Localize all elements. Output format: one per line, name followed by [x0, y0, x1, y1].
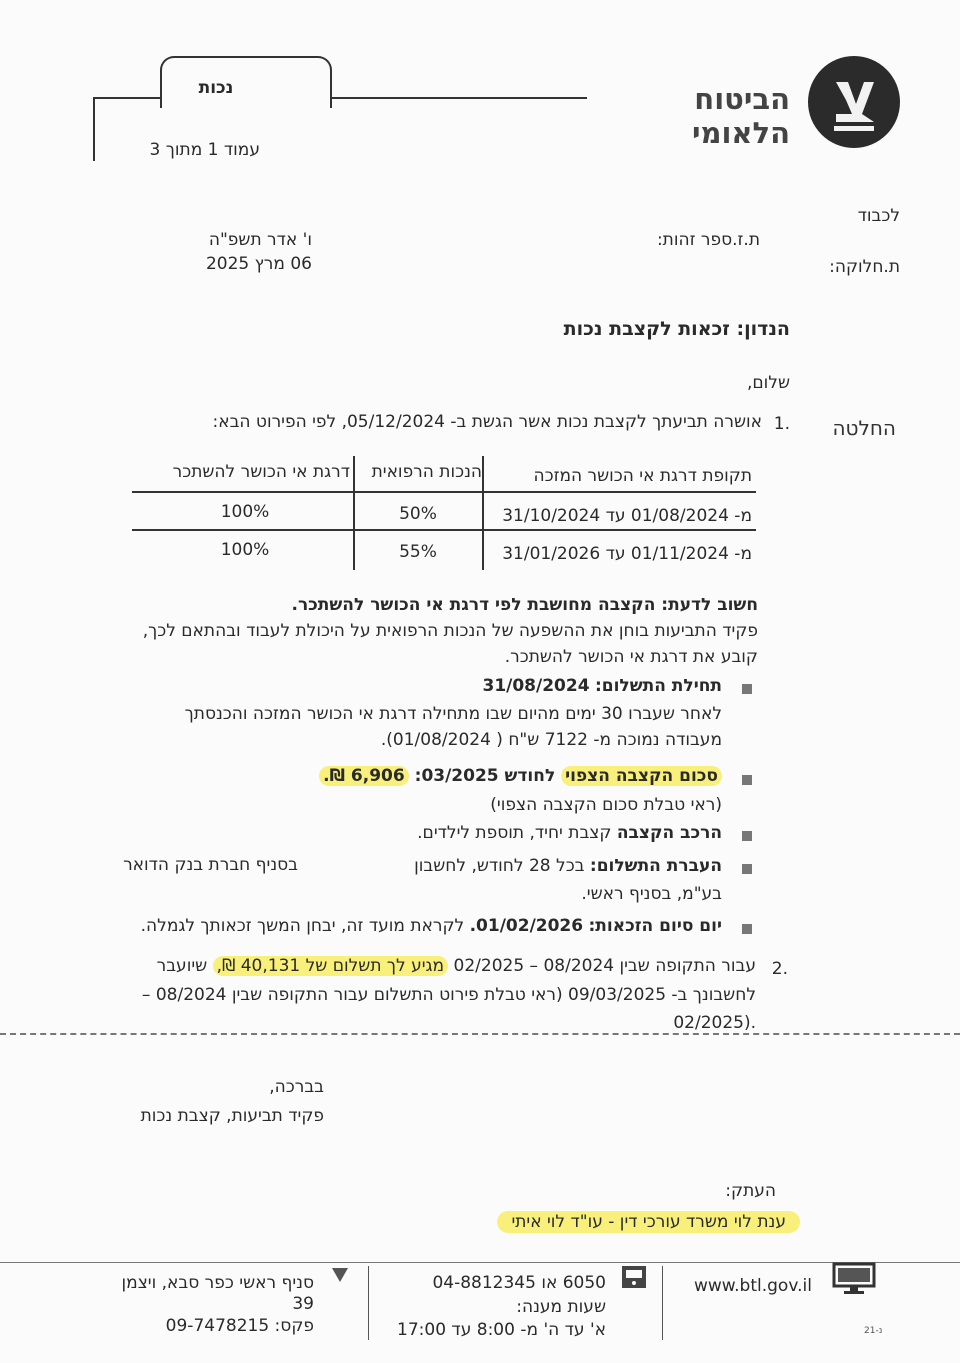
- important-line2: קובע את דרגת אי הכושר להשתכר.: [504, 647, 758, 667]
- btl-logo-icon: [808, 56, 900, 148]
- transfer: [390, 856, 722, 876]
- table-row1-incapacity: 100%: [220, 502, 270, 522]
- section2-line3: 02/2025).: [673, 1013, 756, 1033]
- composition-label: הרכב הקצבה: [616, 823, 722, 843]
- section2-period: עבור התקופה שבין 08/2024 – 02/2025: [453, 956, 756, 976]
- date-hebrew: ו' אדר תשפ"ה: [208, 230, 312, 250]
- end-value: 01/02/2026.: [469, 916, 584, 936]
- closing-signer: פקיד תביעות, קצבת נכות: [140, 1106, 324, 1126]
- cc-recipient: ענת לוי משרד עורכי דין - עו"ד לוי איתי: [497, 1211, 800, 1233]
- footer-fax: פקס: 09-7478215: [165, 1316, 314, 1336]
- amount-label: סכום הקצבה הצפוי: [561, 766, 722, 786]
- footer-divider-2: [662, 1266, 663, 1340]
- end-label: יום סיום הזכאות:: [588, 916, 722, 936]
- footer-hours-value: א' עד ה' מ- 8:00 עד 17:00: [397, 1320, 606, 1340]
- start-line2: מעבודה נמוכה מ- 7122 ש"ח ( 01/08/2024).: [380, 730, 722, 750]
- decision-side-label: החלטה: [832, 416, 896, 440]
- transfer-bank: בסניף חברת בנק הדואר: [123, 855, 298, 875]
- location-icon: [330, 1266, 350, 1288]
- greeting: שלום,: [746, 373, 790, 393]
- cc-value: [440, 1212, 800, 1232]
- table-row2-incapacity: 100%: [220, 540, 270, 560]
- footer-rule: [0, 1262, 960, 1263]
- footer-divider-1: [368, 1266, 369, 1340]
- computer-icon: [832, 1262, 876, 1300]
- footer-website: www.btl.gov.il: [694, 1276, 812, 1296]
- section1-number: 1.: [773, 414, 790, 434]
- footer-phone-text: 6050 או 04-8812345: [432, 1273, 606, 1293]
- amount-value: 6,906 ₪.: [319, 766, 409, 786]
- composition-value: קצבת יחיד, תוספת לילדים.: [417, 823, 612, 843]
- footer-hours-label: שעות מענה:: [516, 1297, 606, 1317]
- subject-line: הנדון: זכאות לקצבת נכות: [563, 318, 790, 340]
- table-header-period: תקופת דרגת אי הכושר המזכה: [533, 466, 752, 486]
- bullet-end: [742, 924, 752, 934]
- start-line1: לאחר שעברו 30 ימים מהיום שבו מתחילה דרגת אי הכושר המזכה והכנסתך: [184, 704, 722, 724]
- important-line1: פקיד התביעות בוחן את ההשפעה של הנכות הרפואית על היכולת לעבוד ובהתאם לכך,: [142, 621, 758, 641]
- start-payment: [300, 676, 722, 696]
- footer-branch-line2: 39: [292, 1294, 314, 1314]
- composition: [300, 823, 722, 843]
- amount-month: לחודש 03/2025:: [414, 766, 556, 786]
- table-header-medical: הנכות הרפואית: [371, 462, 482, 482]
- branch-label: ת.חלוקה:: [829, 257, 900, 277]
- section2-line2: לחשבונך ב- 09/03/2025 (ראי טבלת פירוט התשלום עבור התקופה שבין 08/2024 –: [141, 985, 756, 1005]
- bullet-transfer: [742, 864, 752, 874]
- page-info: עמוד 1 מתוך 3: [149, 140, 260, 160]
- transfer-label: העברת התשלום:: [589, 856, 722, 876]
- closing-regards: בברכה,: [269, 1077, 324, 1097]
- expected-amount: [250, 766, 722, 786]
- end-text: לקראת מועד זה, יבחן המשך זכאותך לגמלה.: [140, 916, 465, 936]
- section2-transfer: שיועבר: [156, 956, 208, 976]
- start-label: תחילת התשלום:: [594, 676, 722, 696]
- footer-branch-line1: סניף ראשי כפר סבא, ויצמן: [121, 1273, 314, 1293]
- section2-amount: מגיע לך תשלום של 40,131 ₪,: [213, 956, 449, 976]
- section2-line1: [100, 956, 756, 976]
- amount-note: (ראי טבלת סכום הקצבה הצפוי): [490, 795, 722, 815]
- transfer-line2: בע"מ, בסניף ראשי.: [581, 884, 722, 904]
- table-row2-period: מ- 01/11/2024 עד 31/01/2026: [502, 544, 752, 564]
- table-row2-medical: 55%: [399, 542, 437, 562]
- section1-text: אושרה תביעתך לקצבת נכות אשר הגשת ב- 05/12/2024, לפי הפירוט הבא:: [212, 412, 762, 432]
- table-row1-medical: 50%: [399, 504, 437, 524]
- table-rule-mid: [132, 529, 756, 531]
- important-title: חשוב לדעת: הקצבה מחושבת לפי דרגת אי הכושר להשתכר.: [291, 595, 758, 615]
- bullet-amount: [742, 775, 752, 785]
- cc-label: העתק:: [725, 1181, 776, 1201]
- section2-number: 2.: [771, 959, 788, 979]
- bullet-start: [742, 684, 752, 694]
- footer-code: 21-נ: [864, 1326, 883, 1336]
- table-row1-period: מ- 01/08/2024 עד 31/10/2024: [502, 506, 752, 526]
- scan-fold-line: [0, 1033, 960, 1035]
- table-col-divider-1: [482, 456, 484, 570]
- bullet-composition: [742, 831, 752, 841]
- id-label: ת.ז.ספר זהות:: [656, 230, 760, 250]
- start-value: 31/08/2024: [482, 676, 590, 696]
- footer-phone: [380, 1273, 606, 1293]
- tab-label: נכות: [198, 78, 234, 98]
- transfer-value: בכל 28 לחודש, לחשבון: [414, 856, 585, 876]
- date-gregorian: 06 מרץ 2025: [205, 254, 312, 274]
- table-header-incapacity: דרגת אי הכושר להשתכר: [172, 462, 350, 482]
- org-name: הביטוח הלאומי: [691, 82, 790, 150]
- table-rule-top: [132, 491, 756, 493]
- header-left-vert: [93, 97, 95, 161]
- end-entitlement: [110, 916, 722, 936]
- table-col-divider-2: [353, 456, 355, 570]
- phone-icon: [620, 1264, 648, 1294]
- to-label: לכבוד: [857, 206, 900, 226]
